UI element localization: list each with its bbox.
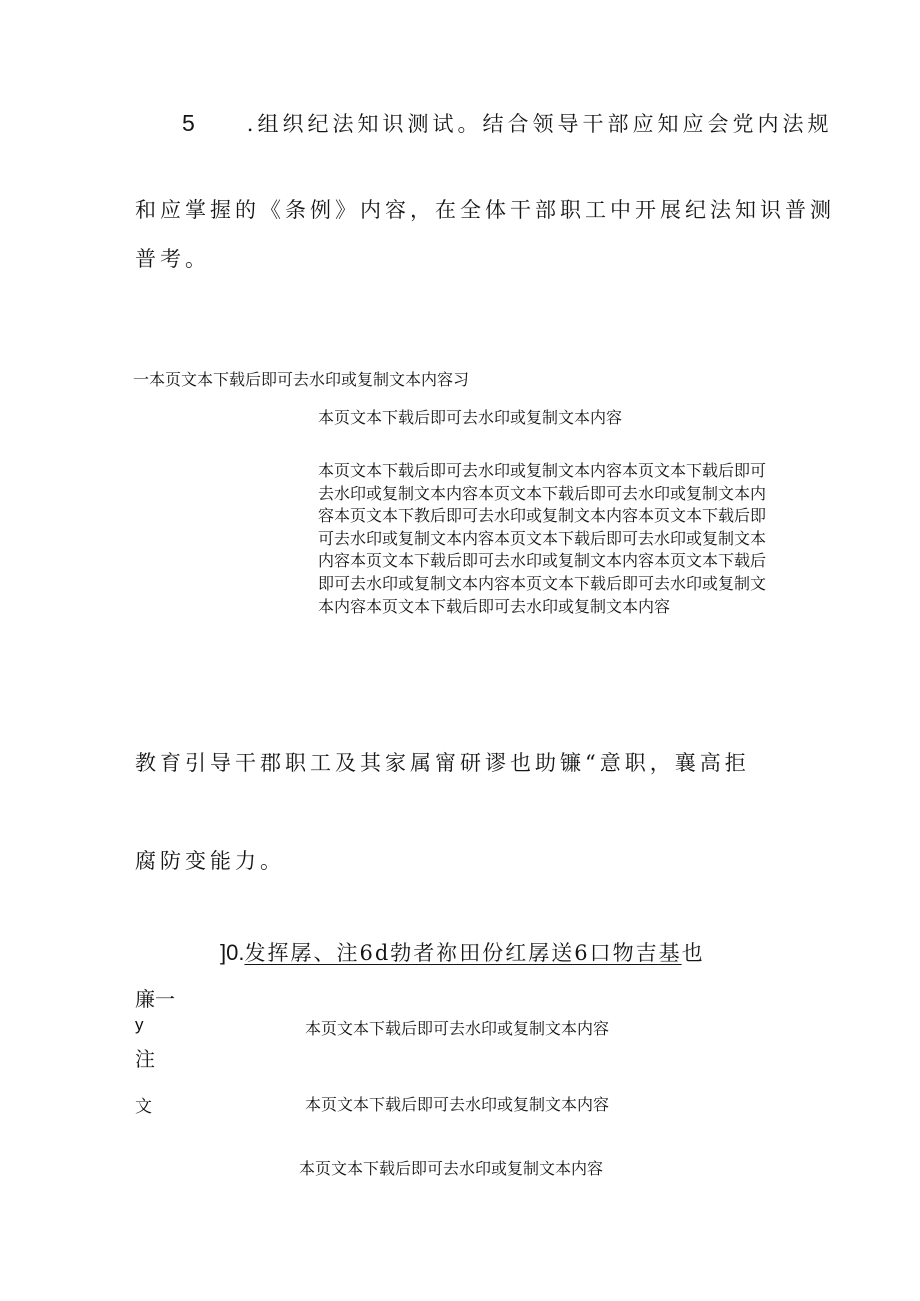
paragraph-line-1: 教育引导干郡职工及其家属甯研谬也助镰“意职，襄高拒 [135, 751, 750, 775]
section-10-title: 发挥孱、注6d勃者祢田份红孱送6口物吉基 [244, 941, 682, 965]
side-label-wen: 文 [135, 1097, 152, 1116]
side-label-lian: 廉一 [135, 987, 175, 1011]
section-number: 5 [182, 110, 195, 136]
section-5-line-2: 和应掌握的《条例》内容，在全体干部职工中开展纪法知识普测 [135, 198, 835, 222]
watermark-paragraph: 本页文本下载后即可去水印或复制文本内容本页文本下载后即可去水印或复制文本内容本页文本下载后即可去水印或复制文本内容本页文本下教后即可去水印或复制文本内容本页文本下载后即可去水印或复制文本内容本页文本下载后即可去水印或复制文本内容本页文本下载后即可去水印或复制文本内容本页文本下载后即可去水印或复制文本内容本页文本下载后即可去水印或复制文本内容本页文本下载后即可去水印或复制文本内容 [318, 461, 767, 616]
section-10-number: ]0. [220, 940, 245, 965]
watermark-line: 本页文本下载后即可去水印或复制文本内容 [299, 1159, 604, 1178]
side-label-y: y [135, 1015, 144, 1034]
section-5-line-3: 普考。 [135, 247, 210, 271]
paragraph-line-2: 腐防变能力。 [135, 849, 285, 873]
section-10-tail: 也 [681, 941, 705, 965]
watermark-line: 一本页文本下载后即可去水印或复制文本内容习 [133, 370, 470, 389]
section-10-heading [220, 937, 705, 967]
watermark-line: 本页文本下载后即可去水印或复制文本内容 [305, 1095, 610, 1114]
section-5-text: .组织纪法知识测试。结合领导干部应知应会党内法规 [246, 112, 833, 136]
watermark-line: 本页文本下载后即可去水印或复制文本内容 [318, 408, 623, 427]
section-5-line-1 [182, 108, 832, 138]
side-label-zhu: 注 [135, 1047, 155, 1071]
watermark-line: 本页文本下载后即可去水印或复制文本内容 [305, 1019, 610, 1038]
